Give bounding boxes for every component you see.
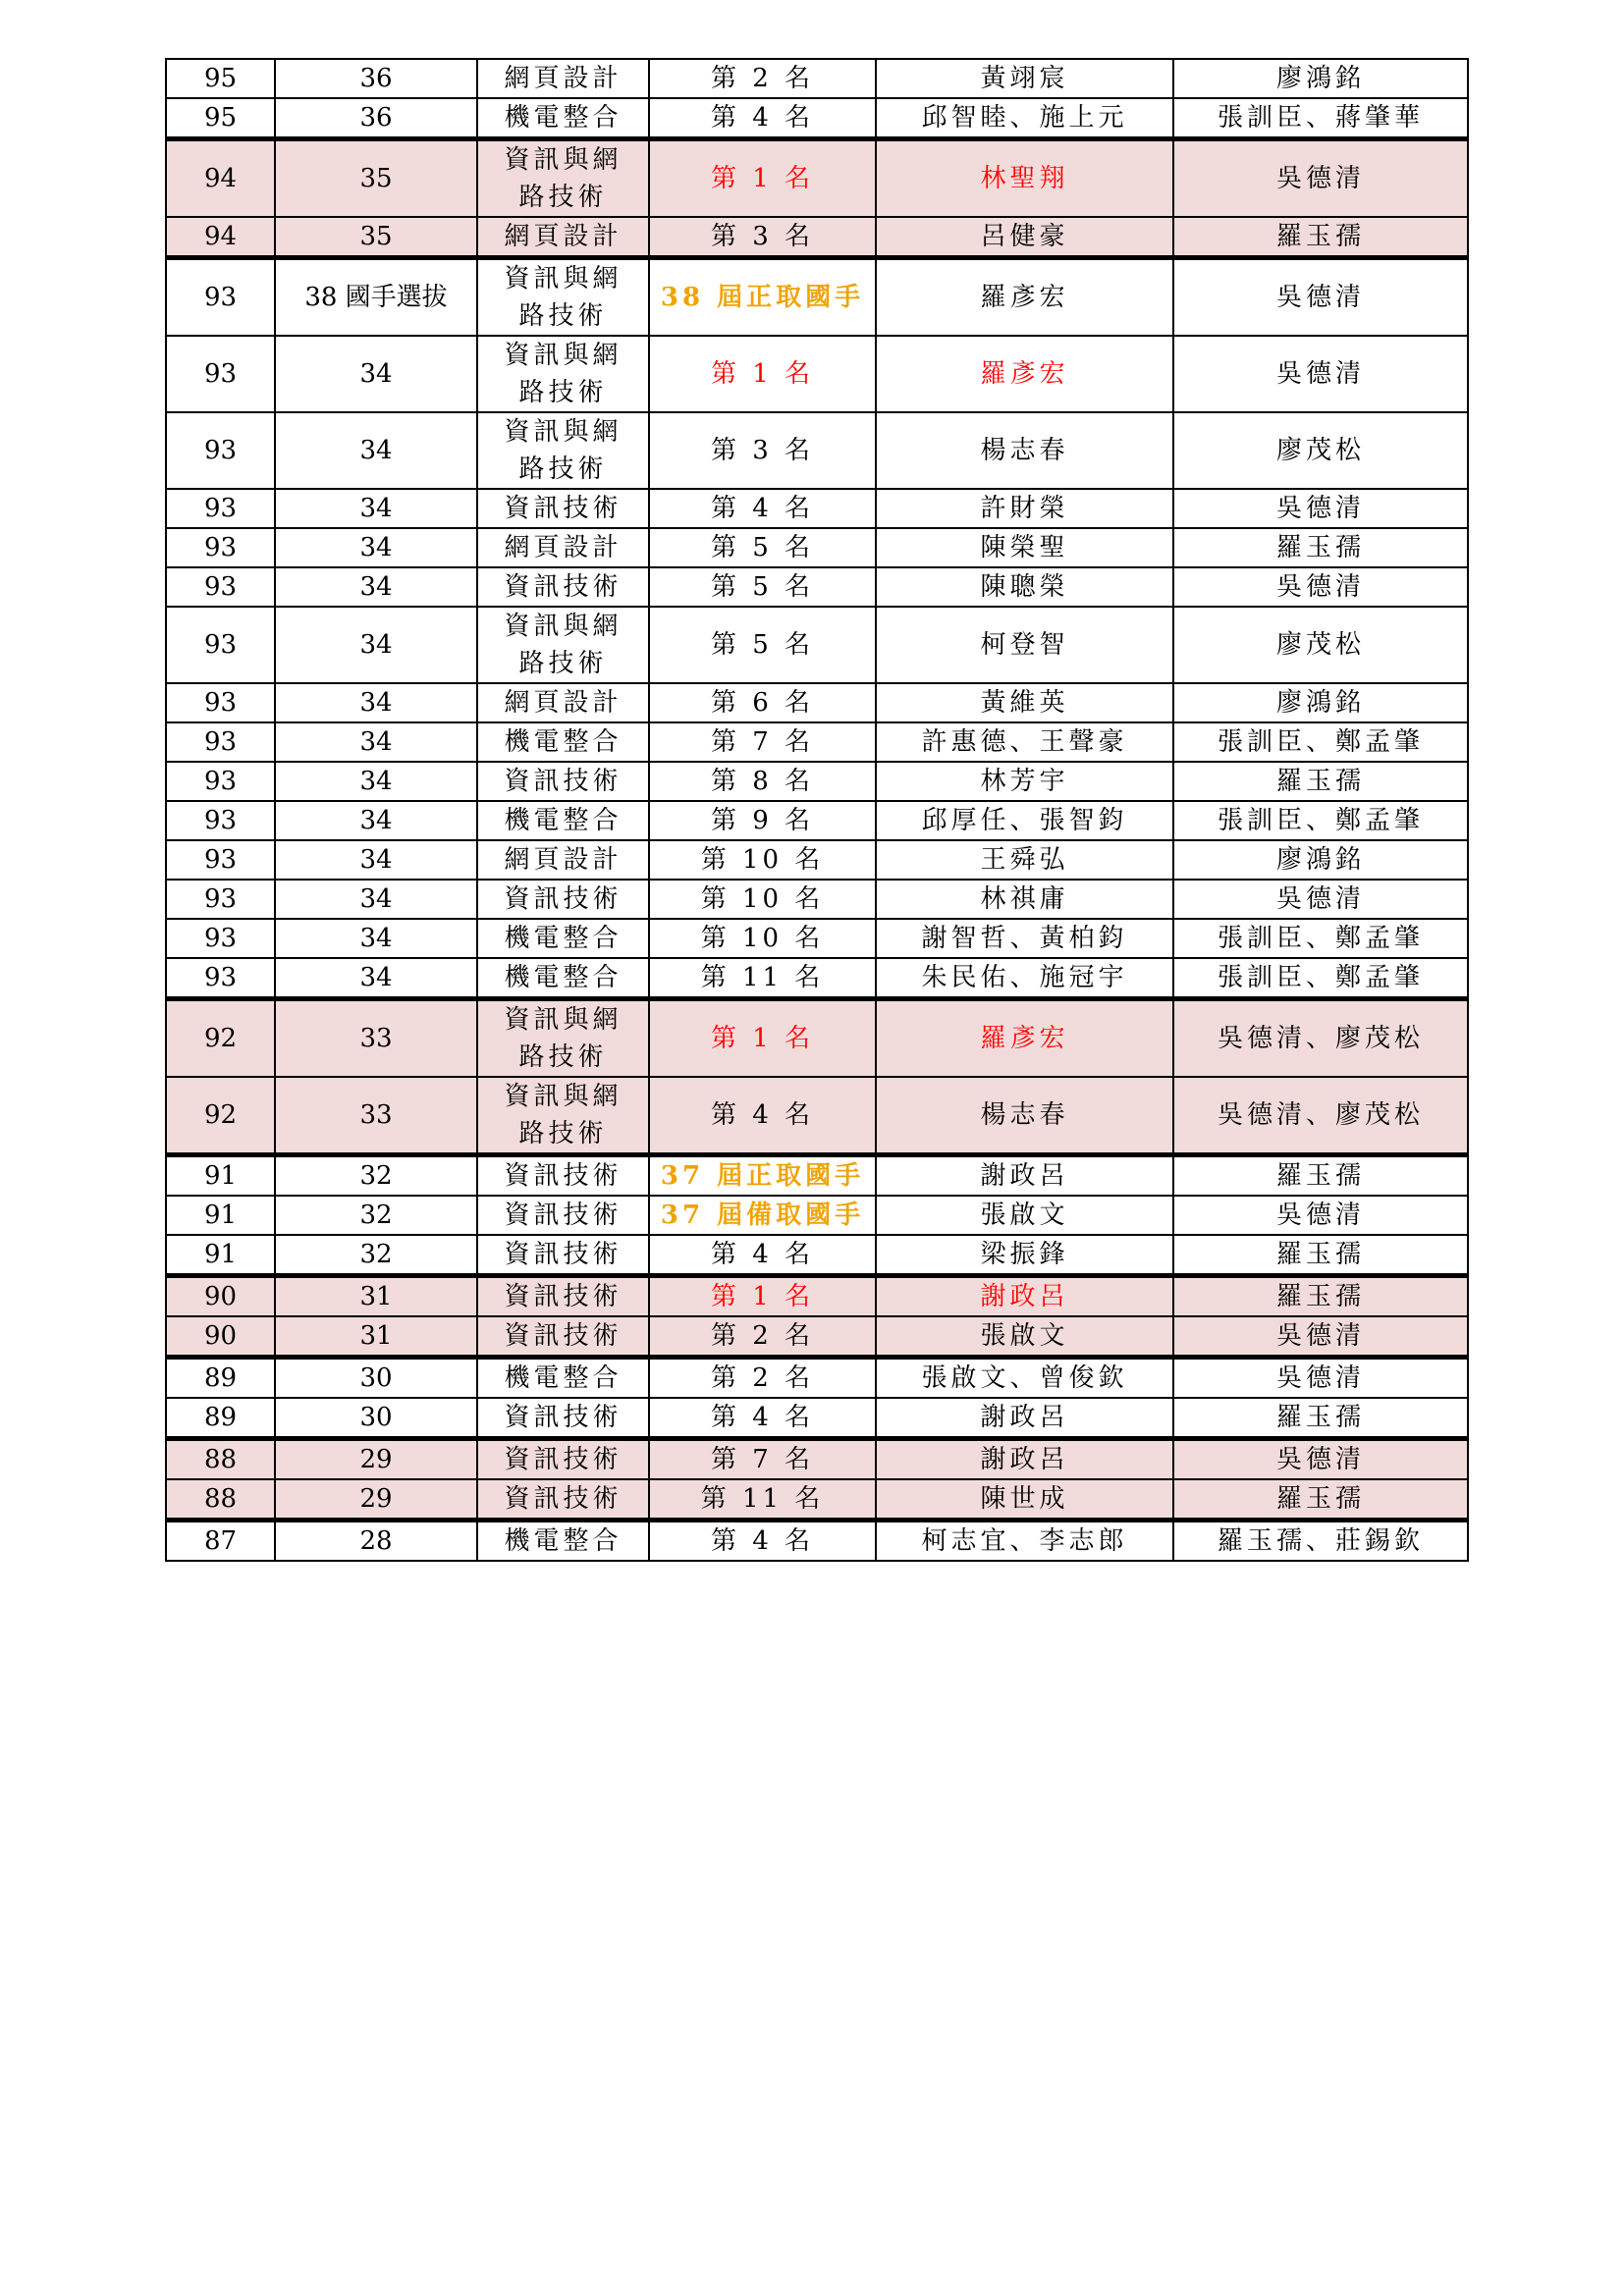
winner-cell: 羅彥宏 (876, 336, 1173, 412)
winner-cell: 陳聰榮 (876, 567, 1173, 607)
rank-cell: 第 4 名 (649, 489, 876, 528)
category-cell: 網頁設計 (477, 528, 649, 567)
session-cell: 34 (275, 336, 477, 412)
coach-cell: 羅玉孺 (1173, 217, 1468, 258)
coach-cell: 廖茂松 (1173, 412, 1468, 489)
coach-cell: 廖茂松 (1173, 607, 1468, 683)
winner-cell: 謝政呂 (876, 1439, 1173, 1480)
session-cell: 35 (275, 139, 477, 218)
table-row (166, 489, 1468, 528)
year-cell: 92 (166, 999, 275, 1078)
year-cell: 90 (166, 1276, 275, 1317)
table-row (166, 1196, 1468, 1235)
year-cell: 92 (166, 1077, 275, 1155)
table-row (166, 722, 1468, 762)
session-cell: 35 (275, 217, 477, 258)
table-row (166, 1398, 1468, 1439)
winner-cell: 楊志春 (876, 412, 1173, 489)
winner-cell: 林聖翔 (876, 139, 1173, 218)
year-cell: 94 (166, 139, 275, 218)
session-cell: 34 (275, 762, 477, 801)
year-cell: 93 (166, 958, 275, 999)
category-cell: 資訊技術 (477, 1196, 649, 1235)
winner-cell: 柯志宜、李志郎 (876, 1521, 1173, 1562)
results-body (166, 59, 1468, 1561)
table-row (166, 607, 1468, 683)
session-cell: 34 (275, 840, 477, 880)
category-cell: 資訊與網 路技術 (477, 607, 649, 683)
rank-cell: 第 3 名 (649, 412, 876, 489)
coach-cell: 廖鴻銘 (1173, 840, 1468, 880)
coach-cell: 吳德清 (1173, 880, 1468, 919)
coach-cell: 吳德清 (1173, 567, 1468, 607)
table-row (166, 999, 1468, 1078)
session-cell: 30 (275, 1398, 477, 1439)
winner-cell: 楊志春 (876, 1077, 1173, 1155)
category-cell: 資訊技術 (477, 567, 649, 607)
coach-cell: 張訓臣、鄭孟肇 (1173, 722, 1468, 762)
rank-cell: 第 2 名 (649, 1316, 876, 1358)
session-cell: 34 (275, 722, 477, 762)
coach-cell: 羅玉孺 (1173, 762, 1468, 801)
winner-cell: 陳榮聖 (876, 528, 1173, 567)
winner-cell: 邱厚任、張智鈞 (876, 801, 1173, 840)
rank-cell: 第 11 名 (649, 1479, 876, 1521)
category-cell: 資訊技術 (477, 1155, 649, 1197)
coach-cell: 廖鴻銘 (1173, 683, 1468, 722)
session-cell: 29 (275, 1479, 477, 1521)
table-row (166, 1155, 1468, 1197)
winner-cell: 林祺庸 (876, 880, 1173, 919)
category-cell: 機電整合 (477, 801, 649, 840)
winner-cell: 黃翊宸 (876, 59, 1173, 98)
category-cell: 網頁設計 (477, 217, 649, 258)
year-cell: 90 (166, 1316, 275, 1358)
session-cell: 36 (275, 59, 477, 98)
session-cell: 34 (275, 958, 477, 999)
rank-cell: 第 3 名 (649, 217, 876, 258)
category-cell: 機電整合 (477, 958, 649, 999)
category-cell: 網頁設計 (477, 59, 649, 98)
winner-cell: 謝政呂 (876, 1398, 1173, 1439)
table-row (166, 958, 1468, 999)
winner-cell: 邱智睦、施上元 (876, 98, 1173, 139)
session-cell: 31 (275, 1276, 477, 1317)
coach-cell: 吳德清 (1173, 1358, 1468, 1399)
table-row (166, 683, 1468, 722)
table-row (166, 139, 1468, 218)
rank-cell: 第 10 名 (649, 919, 876, 958)
category-cell: 資訊與網 路技術 (477, 139, 649, 218)
coach-cell: 張訓臣、蔣肇華 (1173, 98, 1468, 139)
category-cell: 資訊與網 路技術 (477, 1077, 649, 1155)
year-cell: 91 (166, 1196, 275, 1235)
rank-cell: 第 5 名 (649, 607, 876, 683)
table-row (166, 1479, 1468, 1521)
rank-cell: 第 2 名 (649, 1358, 876, 1399)
session-cell: 34 (275, 412, 477, 489)
table-row (166, 840, 1468, 880)
table-row (166, 59, 1468, 98)
rank-cell: 37 屆備取國手 (649, 1196, 876, 1235)
rank-cell: 第 9 名 (649, 801, 876, 840)
rank-cell: 第 7 名 (649, 722, 876, 762)
category-cell: 資訊技術 (477, 1398, 649, 1439)
category-cell: 資訊技術 (477, 1316, 649, 1358)
rank-cell: 第 8 名 (649, 762, 876, 801)
rank-cell: 第 5 名 (649, 567, 876, 607)
session-cell: 33 (275, 999, 477, 1078)
coach-cell: 吳德清、廖茂松 (1173, 999, 1468, 1078)
year-cell: 91 (166, 1235, 275, 1276)
table-row (166, 762, 1468, 801)
session-cell: 30 (275, 1358, 477, 1399)
session-cell: 34 (275, 607, 477, 683)
session-cell: 34 (275, 567, 477, 607)
category-cell: 資訊與網 路技術 (477, 412, 649, 489)
coach-cell: 吳德清 (1173, 336, 1468, 412)
coach-cell: 吳德清、廖茂松 (1173, 1077, 1468, 1155)
coach-cell: 羅玉孺、莊錫欽 (1173, 1521, 1468, 1562)
rank-cell: 37 屆正取國手 (649, 1155, 876, 1197)
rank-cell: 第 1 名 (649, 1276, 876, 1317)
year-cell: 88 (166, 1439, 275, 1480)
category-cell: 機電整合 (477, 98, 649, 139)
table-row (166, 1521, 1468, 1562)
table-row (166, 98, 1468, 139)
winner-cell: 張啟文、曾俊欽 (876, 1358, 1173, 1399)
rank-cell: 第 4 名 (649, 98, 876, 139)
rank-cell: 第 10 名 (649, 840, 876, 880)
year-cell: 93 (166, 762, 275, 801)
category-cell: 資訊技術 (477, 1235, 649, 1276)
year-cell: 93 (166, 528, 275, 567)
coach-cell: 吳德清 (1173, 258, 1468, 337)
winner-cell: 柯登智 (876, 607, 1173, 683)
winner-cell: 許財榮 (876, 489, 1173, 528)
rank-cell: 第 4 名 (649, 1235, 876, 1276)
category-cell: 機電整合 (477, 722, 649, 762)
session-cell: 32 (275, 1196, 477, 1235)
year-cell: 93 (166, 722, 275, 762)
year-cell: 89 (166, 1358, 275, 1399)
rank-cell: 第 10 名 (649, 880, 876, 919)
session-cell: 32 (275, 1235, 477, 1276)
winner-cell: 林芳宇 (876, 762, 1173, 801)
table-row (166, 217, 1468, 258)
table-row (166, 801, 1468, 840)
coach-cell: 吳德清 (1173, 1316, 1468, 1358)
year-cell: 89 (166, 1398, 275, 1439)
table-row (166, 567, 1468, 607)
category-cell: 網頁設計 (477, 840, 649, 880)
session-cell: 34 (275, 880, 477, 919)
year-cell: 93 (166, 258, 275, 337)
rank-cell: 第 1 名 (649, 336, 876, 412)
category-cell: 網頁設計 (477, 683, 649, 722)
table-row (166, 1276, 1468, 1317)
coach-cell: 羅玉孺 (1173, 1276, 1468, 1317)
category-cell: 機電整合 (477, 1521, 649, 1562)
category-cell: 資訊技術 (477, 489, 649, 528)
coach-cell: 張訓臣、鄭孟肇 (1173, 958, 1468, 999)
winner-cell: 羅彥宏 (876, 258, 1173, 337)
session-cell: 34 (275, 683, 477, 722)
winner-cell: 黃維英 (876, 683, 1173, 722)
session-cell: 34 (275, 919, 477, 958)
table-row (166, 1316, 1468, 1358)
coach-cell: 吳德清 (1173, 1439, 1468, 1480)
winner-cell: 謝政呂 (876, 1276, 1173, 1317)
year-cell: 95 (166, 59, 275, 98)
year-cell: 94 (166, 217, 275, 258)
rank-cell: 第 6 名 (649, 683, 876, 722)
table-row (166, 1358, 1468, 1399)
table-row (166, 1439, 1468, 1480)
coach-cell: 羅玉孺 (1173, 1479, 1468, 1521)
category-cell: 資訊與網 路技術 (477, 258, 649, 337)
category-cell: 資訊技術 (477, 762, 649, 801)
session-cell: 28 (275, 1521, 477, 1562)
rank-cell: 38 屆正取國手 (649, 258, 876, 337)
winner-cell: 羅彥宏 (876, 999, 1173, 1078)
category-cell: 資訊技術 (477, 1439, 649, 1480)
session-cell: 36 (275, 98, 477, 139)
category-cell: 資訊與網 路技術 (477, 999, 649, 1078)
coach-cell: 吳德清 (1173, 1196, 1468, 1235)
year-cell: 87 (166, 1521, 275, 1562)
winner-cell: 謝政呂 (876, 1155, 1173, 1197)
winner-cell: 王舜弘 (876, 840, 1173, 880)
session-cell: 29 (275, 1439, 477, 1480)
rank-cell: 第 11 名 (649, 958, 876, 999)
coach-cell: 羅玉孺 (1173, 1398, 1468, 1439)
winner-cell: 張啟文 (876, 1196, 1173, 1235)
year-cell: 93 (166, 840, 275, 880)
rank-cell: 第 1 名 (649, 999, 876, 1078)
table-row (166, 258, 1468, 337)
table-row (166, 1235, 1468, 1276)
winner-cell: 陳世成 (876, 1479, 1173, 1521)
category-cell: 機電整合 (477, 1358, 649, 1399)
winner-cell: 謝智哲、黃柏鈞 (876, 919, 1173, 958)
category-cell: 資訊與網 路技術 (477, 336, 649, 412)
session-cell: 32 (275, 1155, 477, 1197)
year-cell: 95 (166, 98, 275, 139)
rank-cell: 第 4 名 (649, 1398, 876, 1439)
rank-cell: 第 2 名 (649, 59, 876, 98)
results-table (165, 58, 1469, 1562)
year-cell: 93 (166, 880, 275, 919)
year-cell: 93 (166, 919, 275, 958)
winner-cell: 張啟文 (876, 1316, 1173, 1358)
coach-cell: 羅玉孺 (1173, 1155, 1468, 1197)
category-cell: 資訊技術 (477, 880, 649, 919)
session-cell: 38 國手選拔 (275, 258, 477, 337)
table-row (166, 880, 1468, 919)
table-row (166, 1077, 1468, 1155)
table-row (166, 528, 1468, 567)
year-cell: 93 (166, 489, 275, 528)
coach-cell: 羅玉孺 (1173, 528, 1468, 567)
rank-cell: 第 5 名 (649, 528, 876, 567)
table-row (166, 919, 1468, 958)
session-cell: 34 (275, 528, 477, 567)
year-cell: 91 (166, 1155, 275, 1197)
year-cell: 93 (166, 336, 275, 412)
winner-cell: 許惠德、王聲豪 (876, 722, 1173, 762)
coach-cell: 張訓臣、鄭孟肇 (1173, 919, 1468, 958)
year-cell: 93 (166, 683, 275, 722)
rank-cell: 第 7 名 (649, 1439, 876, 1480)
coach-cell: 張訓臣、鄭孟肇 (1173, 801, 1468, 840)
coach-cell: 羅玉孺 (1173, 1235, 1468, 1276)
rank-cell: 第 1 名 (649, 139, 876, 218)
session-cell: 34 (275, 801, 477, 840)
table-row (166, 412, 1468, 489)
rank-cell: 第 4 名 (649, 1077, 876, 1155)
session-cell: 33 (275, 1077, 477, 1155)
table-row (166, 336, 1468, 412)
category-cell: 資訊技術 (477, 1276, 649, 1317)
session-cell: 34 (275, 489, 477, 528)
year-cell: 93 (166, 607, 275, 683)
coach-cell: 吳德清 (1173, 139, 1468, 218)
year-cell: 93 (166, 412, 275, 489)
category-cell: 資訊技術 (477, 1479, 649, 1521)
session-cell: 31 (275, 1316, 477, 1358)
rank-cell: 第 4 名 (649, 1521, 876, 1562)
category-cell: 機電整合 (477, 919, 649, 958)
winner-cell: 梁振鋒 (876, 1235, 1173, 1276)
winner-cell: 朱民佑、施冠宇 (876, 958, 1173, 999)
year-cell: 93 (166, 801, 275, 840)
coach-cell: 吳德清 (1173, 489, 1468, 528)
winner-cell: 呂健豪 (876, 217, 1173, 258)
coach-cell: 廖鴻銘 (1173, 59, 1468, 98)
year-cell: 93 (166, 567, 275, 607)
year-cell: 88 (166, 1479, 275, 1521)
